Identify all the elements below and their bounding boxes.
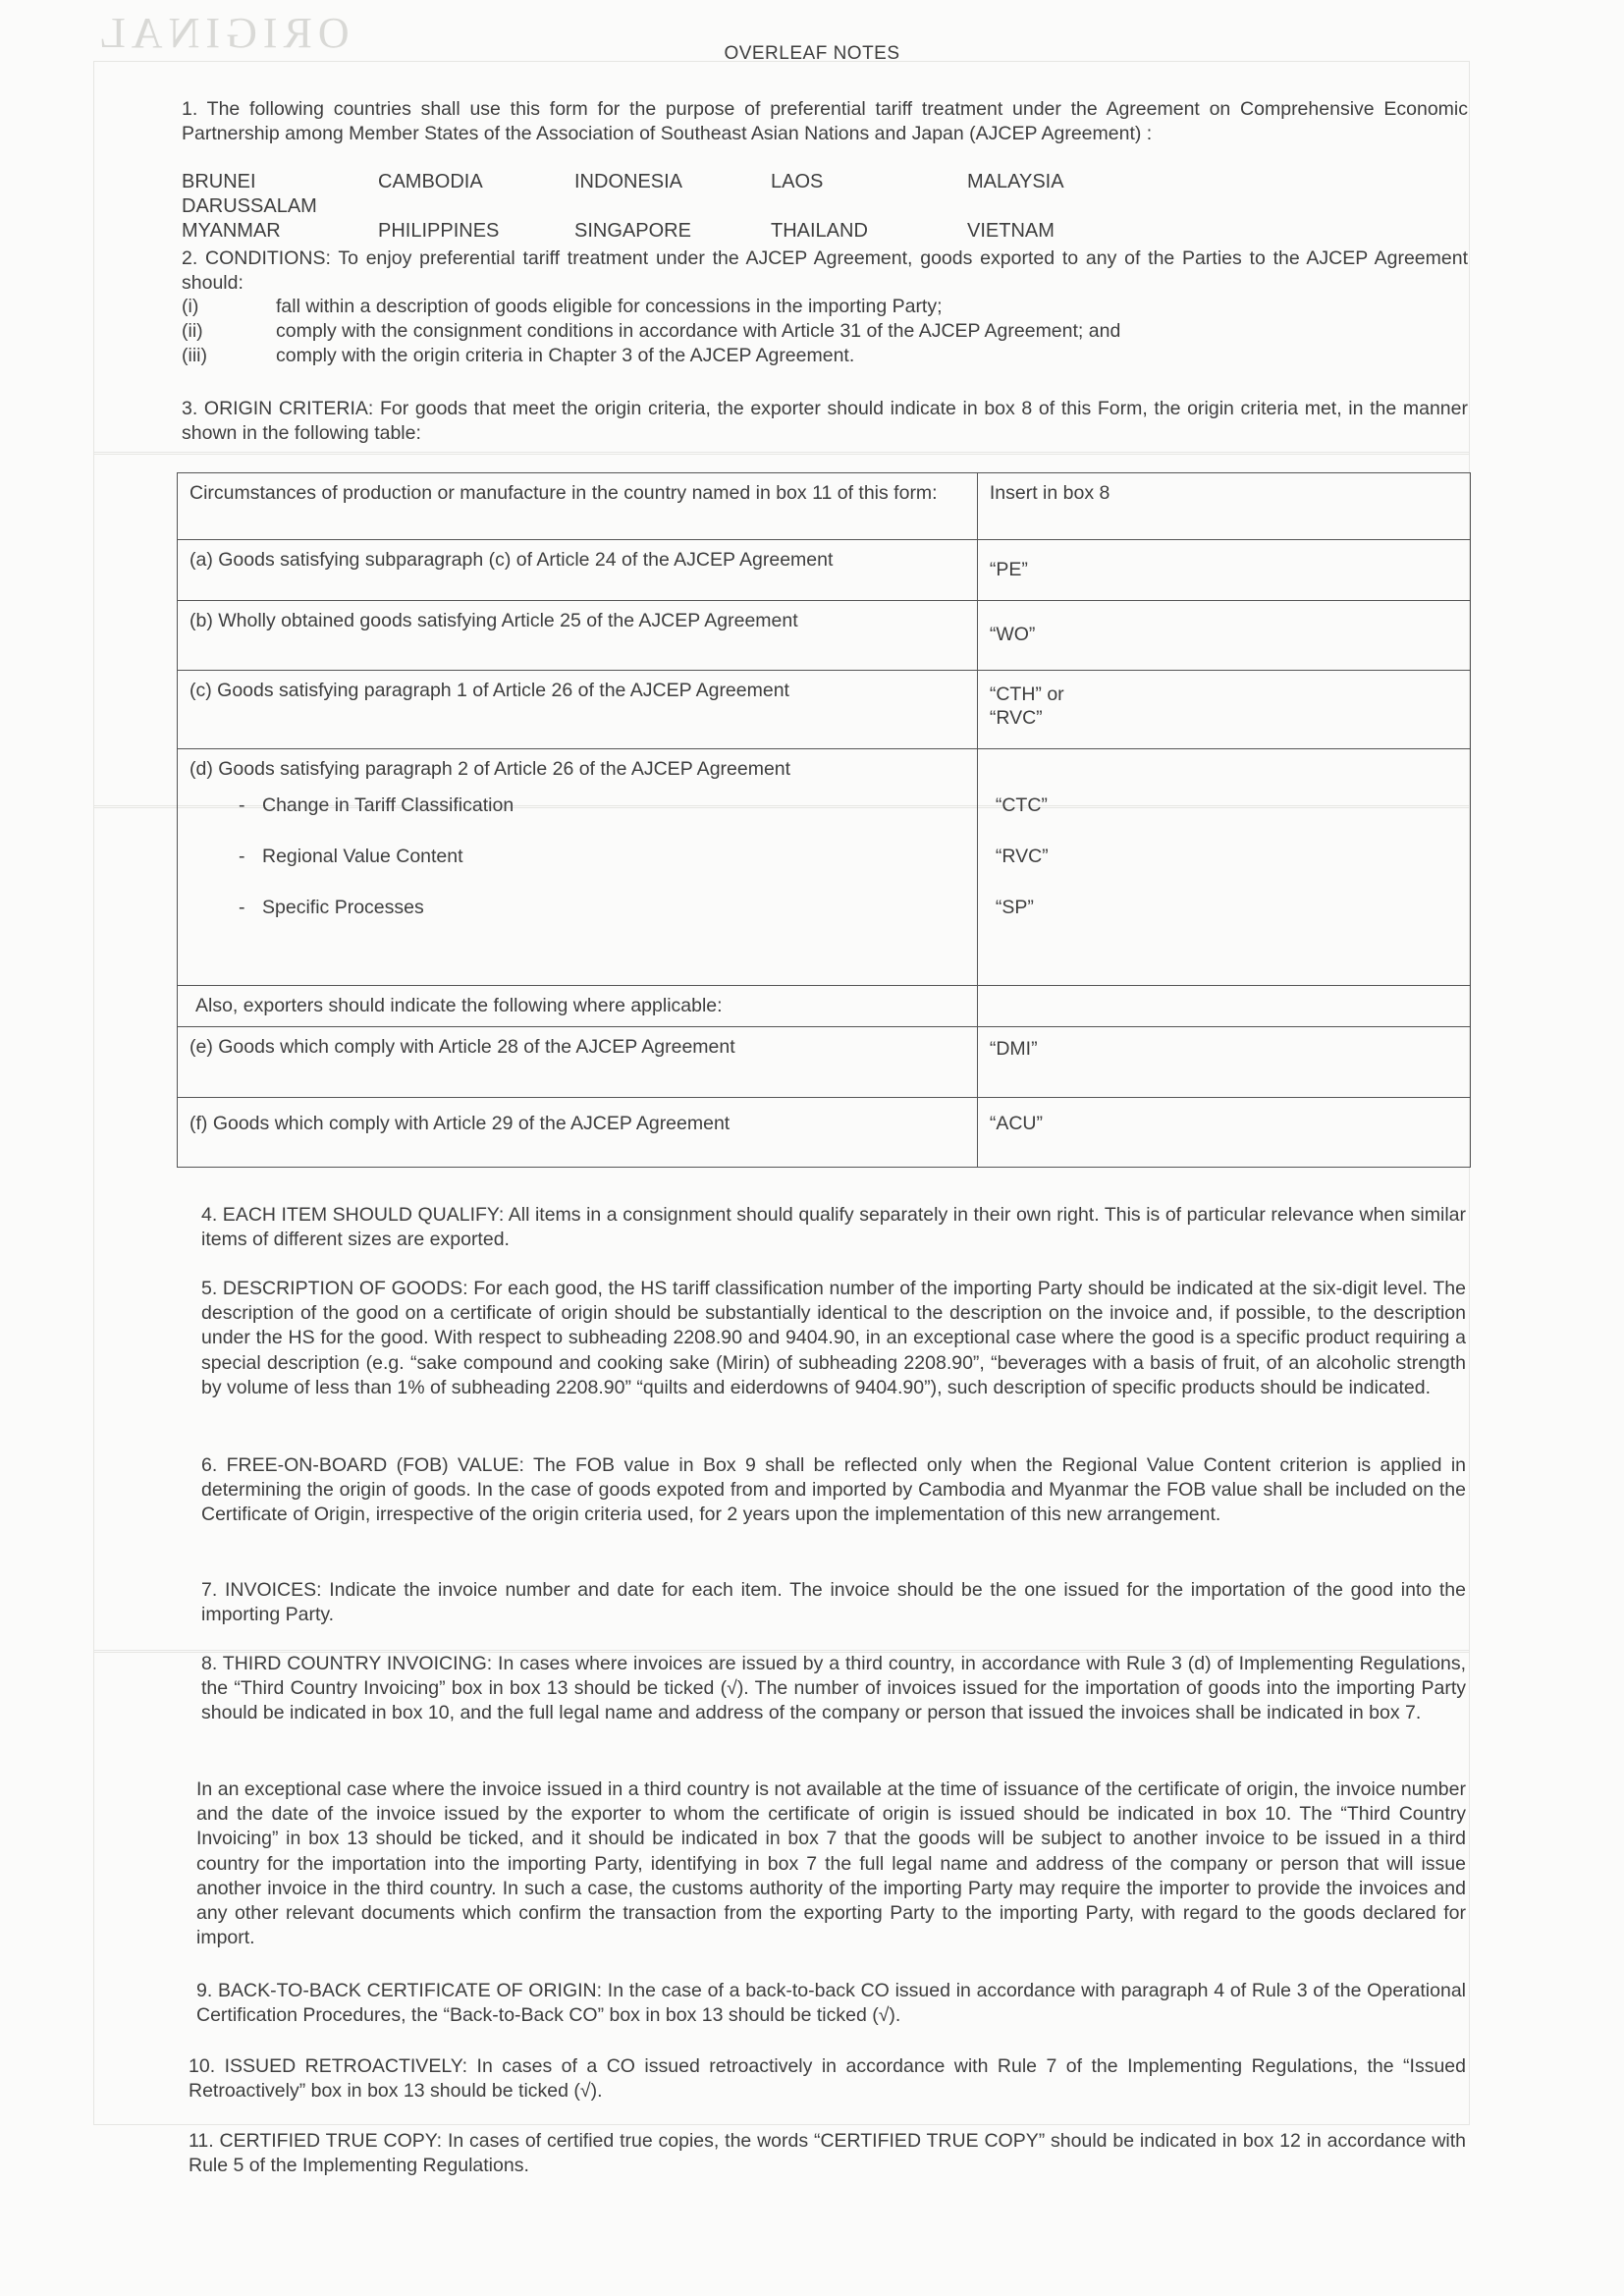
country: BRUNEI DARUSSALAM (182, 171, 317, 217)
note-7: 7. INVOICES: Indicate the invoice number and date for each item. The invoice should be the one issued for the importation of the good into the importing Party. (201, 1579, 1466, 1626)
code-cth: “CTH” or (989, 683, 1064, 705)
condition-text: comply with the consignment conditions in accordance with Article 31 of the AJCEP Agreement; and (276, 320, 1121, 342)
table-row (178, 1097, 1471, 1167)
table-row (178, 749, 1471, 790)
note-10: 10. ISSUED RETROACTIVELY: In cases of a CO issued retroactively in accordance with Rule 7 of the Implementing Regulations, the “Issued Retroactively” box in box 13 should be ticked (√). (189, 2055, 1466, 2103)
table-row (178, 540, 1471, 601)
subitem-ctc: Change in Tariff Classification (262, 794, 514, 816)
criterion-f: (f) Goods which comply with Article 29 of the AJCEP Agreement (189, 1112, 731, 1134)
criterion-d-subitems (178, 789, 977, 948)
note-3: 3. ORIGIN CRITERIA: For goods that meet the origin criteria, the exporter should indicate in box 8 of this Form, the origin criteria met, in the manner shown in the following table: (182, 398, 1468, 444)
country: MALAYSIA (967, 171, 1064, 192)
country: VIETNAM (967, 220, 1055, 242)
note-8: 8. THIRD COUNTRY INVOICING: In cases where invoices are issued by a third country, in accordance with Rule 3 (d) of Implementing Regulations, the “Third Country Invoicing” box in box 13 should be ticked (√). The number of invoices issued for the importation of goods into the importing Party should be indicated in box 10, and the full legal name and address of the company or person that issued the invoices shall be indicated in box 7. (201, 1653, 1466, 1724)
condition-text: comply with the origin criteria in Chapter 3 of the AJCEP Agreement. (276, 345, 855, 366)
criterion-c: (c) Goods satisfying paragraph 1 of Article 26 of the AJCEP Agreement (189, 680, 789, 701)
note-8-exception: In an exceptional case where the invoice issued in a third country is not available at the time of issuance of the certificate of origin, the invoice number and the date of the invoice issued by the exporter to whom the certificate of origin is issued should be indicated in box 10. The “Third Country Invoicing” in box 13 should be ticked, and it should be indicated in box 7 that the goods will be subject to another invoice to be issued in a third country for the importation into the importing Party, identifying in box 7 the full legal name and address of the company or person that will issue another invoice in the third country. In such a case, the customs authority of the importing Party may require the importer to provide the invoices and any other relevant documents which confirm the transaction from the exporting Party to the importing Party, with regard to the goods declared for import. (196, 1778, 1466, 1949)
criterion-d: (d) Goods satisfying paragraph 2 of Article 26 of the AJCEP Agreement (189, 758, 791, 780)
criterion-b: (b) Wholly obtained goods satisfying Article 25 of the AJCEP Agreement (189, 610, 798, 631)
code-sp: “SP” (995, 897, 1034, 918)
show-through-frame (93, 452, 1470, 455)
table-row (178, 473, 1471, 540)
note-11: 11. CERTIFIED TRUE COPY: In cases of certified true copies, the words “CERTIFIED TRUE COPY” should be indicated in box 12 in accordance with Rule 5 of the Implementing Regulations. (189, 2130, 1466, 2177)
condition-label: (iii) (182, 345, 207, 366)
country: LAOS (771, 171, 824, 192)
original-watermark: ORIGINAL (93, 9, 350, 57)
table-row (178, 789, 1471, 985)
note-1: 1. The following countries shall use this form for the purpose of preferential tariff treatment under the Agreement on Comprehensive Economic Partnership among Member States of the Association of Southeast Asian Nations and Japan (AJCEP Agreement) : (182, 98, 1468, 144)
table-header-left: Circumstances of production or manufacture in the country named in box 11 of this form: (189, 482, 938, 504)
condition-label: (i) (182, 296, 199, 317)
note-4: 4. EACH ITEM SHOULD QUALIFY: All items in a consignment should qualify separately in their own right. This is of particular relevance when similar items of different sizes are exported. (201, 1204, 1466, 1251)
country: MYANMAR (182, 220, 281, 242)
condition-item (182, 344, 1458, 368)
condition-item (182, 295, 1458, 319)
subitem: - Regional Value Content (239, 846, 463, 867)
table-row (178, 601, 1471, 671)
note-5: 5. DESCRIPTION OF GOODS: For each good, the HS tariff classification number of the importing Party should be indicated at the six-digit level. The description of the good on a certificate of origin should be substantially identical to the description on the invoice and, if possible, to the description under the HS for the good. With respect to subheading 2208.90 and 9404.90, in an exceptional case where the good is a specific product requiring a special description (e.g. “sake compound and cooking sake (Mirin) of subheading 2208.90”, “beverages with a basis of fruit, of an alcoholic strength by volume of less than 1% of subheading 2208.90” “quilts and eiderdowns of 9404.90”), such description of specific products should be indicated. (201, 1278, 1466, 1398)
country: THAILAND (771, 220, 868, 242)
condition-item (182, 319, 1458, 344)
table-row (178, 1026, 1471, 1097)
page-title: OVERLEAF NOTES (724, 43, 900, 64)
table-row (178, 985, 1471, 1026)
subitem: - Specific Processes (239, 897, 424, 918)
origin-criteria-table (177, 472, 1471, 1168)
condition-text: fall within a description of goods eligible for concessions in the importing Party; (276, 296, 943, 317)
country: PHILIPPINES (378, 220, 500, 242)
conditions-list (182, 295, 1458, 368)
code-rvc: “RVC” (989, 707, 1043, 729)
subitem: - Change in Tariff Classification (239, 794, 514, 816)
country: CAMBODIA (378, 171, 483, 192)
code-pe: “PE” (989, 559, 1028, 580)
code-acu: “ACU” (989, 1112, 1044, 1134)
subitem-sp: Specific Processes (262, 897, 424, 918)
table-row (178, 671, 1471, 749)
code-ctc: “CTC” (995, 794, 1048, 816)
subitem-rvc: Regional Value Content (262, 846, 463, 867)
note-9: 9. BACK-TO-BACK CERTIFICATE OF ORIGIN: In the case of a back-to-back CO issued in accordance with paragraph 4 of Rule 3 of the Operational Certification Procedures, the “Back-to-Back CO” box in box 13 should be ticked (√). (196, 1980, 1466, 2027)
country: INDONESIA (574, 171, 683, 192)
note-2: 2. CONDITIONS: To enjoy preferential tariff treatment under the AJCEP Agreement, goods exported to any of the Parties to the AJCEP Agreement should: (182, 247, 1468, 294)
criterion-e: (e) Goods which comply with Article 28 of the AJCEP Agreement (189, 1035, 735, 1058)
code-wo: “WO” (989, 624, 1036, 645)
criterion-a: (a) Goods satisfying subparagraph (c) of Article 24 of the AJCEP Agreement (189, 549, 834, 571)
code-rvc: “RVC” (995, 846, 1049, 867)
table-header-right: Insert in box 8 (989, 482, 1110, 504)
criterion-d-codes (978, 789, 1470, 948)
country: SINGAPORE (574, 220, 691, 242)
also-note: Also, exporters should indicate the following where applicable: (195, 994, 723, 1016)
country-list (182, 170, 1213, 244)
note-6: 6. FREE-ON-BOARD (FOB) VALUE: The FOB value in Box 9 shall be reflected only when the Regional Value Content criterion is applied in determining the origin of goods. In the case of goods expoted from and imported by Cambodia and Myanmar the FOB value shall be included on the Certificate of Origin, irrespective of the origin criteria used, for 2 years upon the implementation of this new arrangement. (201, 1454, 1466, 1526)
condition-label: (ii) (182, 320, 203, 342)
code-dmi: “DMI” (989, 1037, 1038, 1060)
